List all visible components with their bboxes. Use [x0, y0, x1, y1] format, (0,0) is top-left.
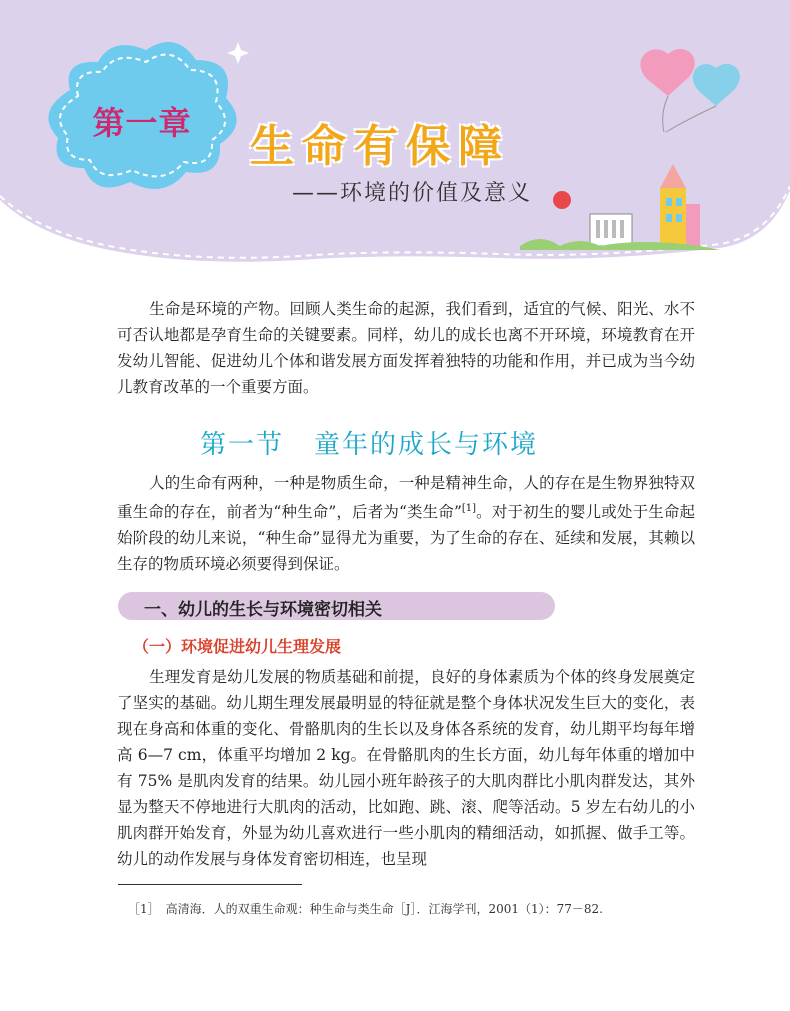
section-title: [200, 424, 630, 461]
section-name: 童年的成长与环境: [314, 430, 539, 460]
section-paragraph-text-1: 人的生命有两种，一种是物质生命，一种是精神生命，人的存在是生物界独特双重生命的存在，前者为“种生命”，后者为“类生命”: [117, 474, 695, 522]
section-number: 第一节: [200, 430, 285, 460]
sun-icon: [553, 191, 571, 209]
section-paragraph-text-2: 。对于初生的婴儿或处于生命起始阶段的幼儿来说，“种生命”显得尤为重要，为了生命的存在、延续和发展，其赖以生存的物质环境必须要得到保证。: [117, 503, 695, 574]
chapter-label: 第一章: [92, 104, 192, 142]
section-paragraph: [117, 470, 695, 577]
footnote-marker: ［1］: [128, 902, 160, 916]
footnote: [128, 900, 603, 917]
heading-level-1: [118, 592, 555, 620]
footnote-reference[interactable]: [1]: [461, 503, 477, 514]
chapter-banner: [0, 0, 790, 270]
chapter-subtitle: ——环境的价值及意义: [292, 181, 533, 206]
intro-paragraph: [117, 296, 695, 400]
footnote-divider: [118, 884, 302, 885]
footnote-text: 高清海．人的双重生命观：种生命与类生命［J］．江海学刊，2001（1）：77－82.: [165, 902, 603, 916]
body-paragraph-text: 生理发育是幼儿发展的物质基础和前提，良好的身体素质为个体的终身发展奠定了坚实的基础。幼儿期生理发展最明显的特征就是整个身体状况发生巨大的变化，表现在身高和体重的变化、骨骼肌肉的生长以及身体各系统的发育，幼儿期平均每年增高 6—7 cm，体重平均增加 2 kg。在骨骼肌肉的生长方面，幼儿每年体重的增加中有 75% 是肌肉发育的结果。幼儿园小班年龄孩子的大肌肉群比小肌肉群发达，其外显为整天不停地进行大肌肉的活动，比如跑、跳、滚、爬等活动。5 岁左右幼儿的小肌肉群开始发育，外显为幼儿喜欢进行一些小肌肉的精细活动，如抓握、做手工等。幼儿的动作发展与身体发育密切相连，也呈现: [117, 668, 695, 868]
body-paragraph: [117, 664, 695, 872]
heading-level-2: （一）环境促进幼儿生理发展: [133, 637, 342, 656]
heading-level-1-text: 一、幼儿的生长与环境密切相关: [144, 600, 382, 620]
intro-text: 生命是环境的产物。回顾人类生命的起源，我们看到，适宜的气候、阳光、水不可否认地都是孕育生命的关键要素。同样，幼儿的成长也离不开环境，环境教育在开发幼儿智能、促进幼儿个体和谐发展方面发挥着独特的功能和作用，并已成为当今幼儿教育改革的一个重要方面。: [117, 300, 695, 396]
chapter-title: 生命有保障: [250, 121, 510, 172]
